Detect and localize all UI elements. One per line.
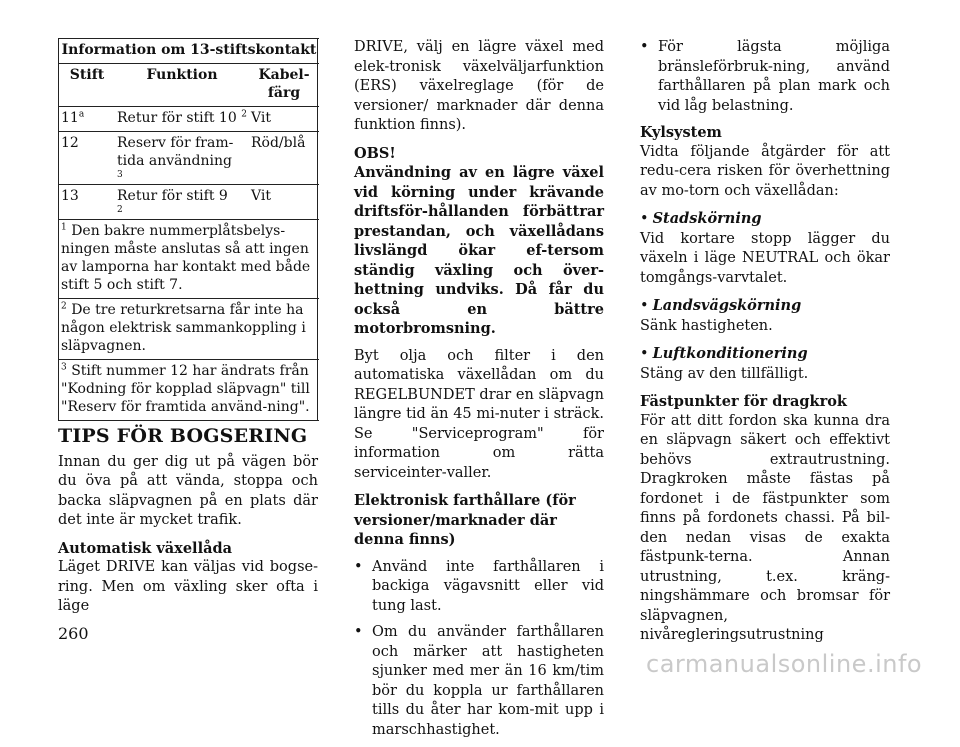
cruise-list-cont: [640, 38, 890, 116]
cruise-heading: Elektronisk farthållare (för versioner/marknader där denna finns): [354, 492, 576, 548]
ac-label: • Luftkonditionering: [640, 345, 808, 362]
auto-paragraph-start: Läget DRIVE kan väljas vid bogse-ring. Men om växling sker ofta i läge: [58, 559, 318, 614]
table-title: Information om 13-stiftskontakt: [59, 39, 319, 64]
obs-text: Användning av en lägre växel vid körning under krävande driftsför-hållanden förbättrar prestandan, och växellådans livslängd ökar ef-tersom ständig växling och över-hettning undviks. Då får du också en bättre motorbromsning.: [354, 164, 604, 337]
section-title: TIPS FÖR BOGSERING: [58, 425, 308, 447]
table-row: 13 Retur för stift 9 2 Vit: [59, 185, 319, 220]
highway-paragraph: Sänk hastigheten.: [640, 317, 773, 334]
watermark: carmanualsonline.info: [646, 650, 923, 678]
tow-paragraph: För att ditt fordon ska kunna dra en släpvagn säkert och effektivt behövs extrautrustning. Dragkroken måste fästas på fordonet i de fästpunkter som finns på fordonets chassi. På bil-den nedan visas de exakta fästpunk-terna. Annan utrustning, t.ex. kräng-ningshämmare och bromsar för släpvagnen, nivåregleringsutrustning: [640, 412, 890, 643]
list-item: • För lägsta möjliga bränsleförbruk-ning, använd farthållaren på plan mark och vid låg belastning.: [640, 38, 890, 116]
tow-heading: Fästpunkter för dragkrok: [640, 393, 847, 410]
footnote: $^3$ Stift nummer 12 har ändrats från "Kodning för kopplad släpvagn" till "Reserv för framtida använd-ning".: [59, 360, 319, 421]
list-item: • Om du använder farthållaren och märker att hastigheten sjunker med mer än 16 km/tim bör du koppla ur farthållaren tills du åter har kom-mit upp i marschhastighet.: [354, 623, 604, 740]
column-left: [58, 38, 318, 625]
city-paragraph: Vid kortare stopp lägger du växeln i läge NEUTRAL och ökar tomgångs-varvtalet.: [640, 230, 890, 286]
list-item: • Använd inte farthållaren i backiga vägavsnitt eller vid tung last.: [354, 558, 604, 617]
header-kabelfarg: Kabel-färg: [249, 64, 319, 107]
intro-paragraph: Innan du ger dig ut på vägen bör du öva på att vända, stoppa och backa släpvagnen på en plats där det inte är mycket trafik.: [58, 453, 318, 528]
auto-heading: Automatisk växellåda: [58, 539, 232, 557]
table-row: 12 Reserv för fram-tida användning 3 Röd/blå: [59, 132, 319, 185]
header-stift: Stift: [59, 64, 115, 107]
cooling-paragraph: Vidta följande åtgärder för att redu-cera risken för överhettning av mo-torn och växellådan:: [640, 143, 890, 199]
table-row: 11$^a$ Retur för stift 10 $^2$ Vit: [59, 107, 319, 132]
cruise-list: [354, 558, 604, 741]
cooling-heading: Kylsystem: [640, 124, 722, 141]
connector-table: [58, 38, 318, 421]
page-number: 260: [58, 624, 89, 643]
footnote: $^2$ De tre returkretsarna får inte ha någon elektrisk sammankoppling i släpvagnen.: [59, 299, 319, 360]
footnote: $^1$ Den bakre nummerplåtsbelys-ningen måste anslutas så att ingen av lamporna har kontakt med både stift 5 och stift 7.: [59, 220, 319, 299]
highway-label: • Landsvägskörning: [640, 297, 802, 314]
ac-paragraph: Stäng av den tillfälligt.: [640, 365, 809, 382]
column-right: [640, 38, 890, 654]
auto-paragraph-cont: DRIVE, välj en lägre växel med elek-tronisk växelväljarfunktion (ERS) växelreglage (för de versioner/ marknader där denna funktion finns).: [354, 39, 604, 133]
oil-paragraph: Byt olja och filter i den automatiska växellådan om du REGELBUNDET drar en släpvagn längre tid än 45 mi-nuter i sträck. Se "Serviceprogram" för information om rätta serviceinter-valler.: [354, 347, 604, 481]
city-label: • Stadskörning: [640, 210, 762, 227]
header-funktion: Funktion: [115, 64, 249, 107]
column-middle: [354, 38, 604, 747]
obs-label: OBS!: [354, 144, 396, 162]
